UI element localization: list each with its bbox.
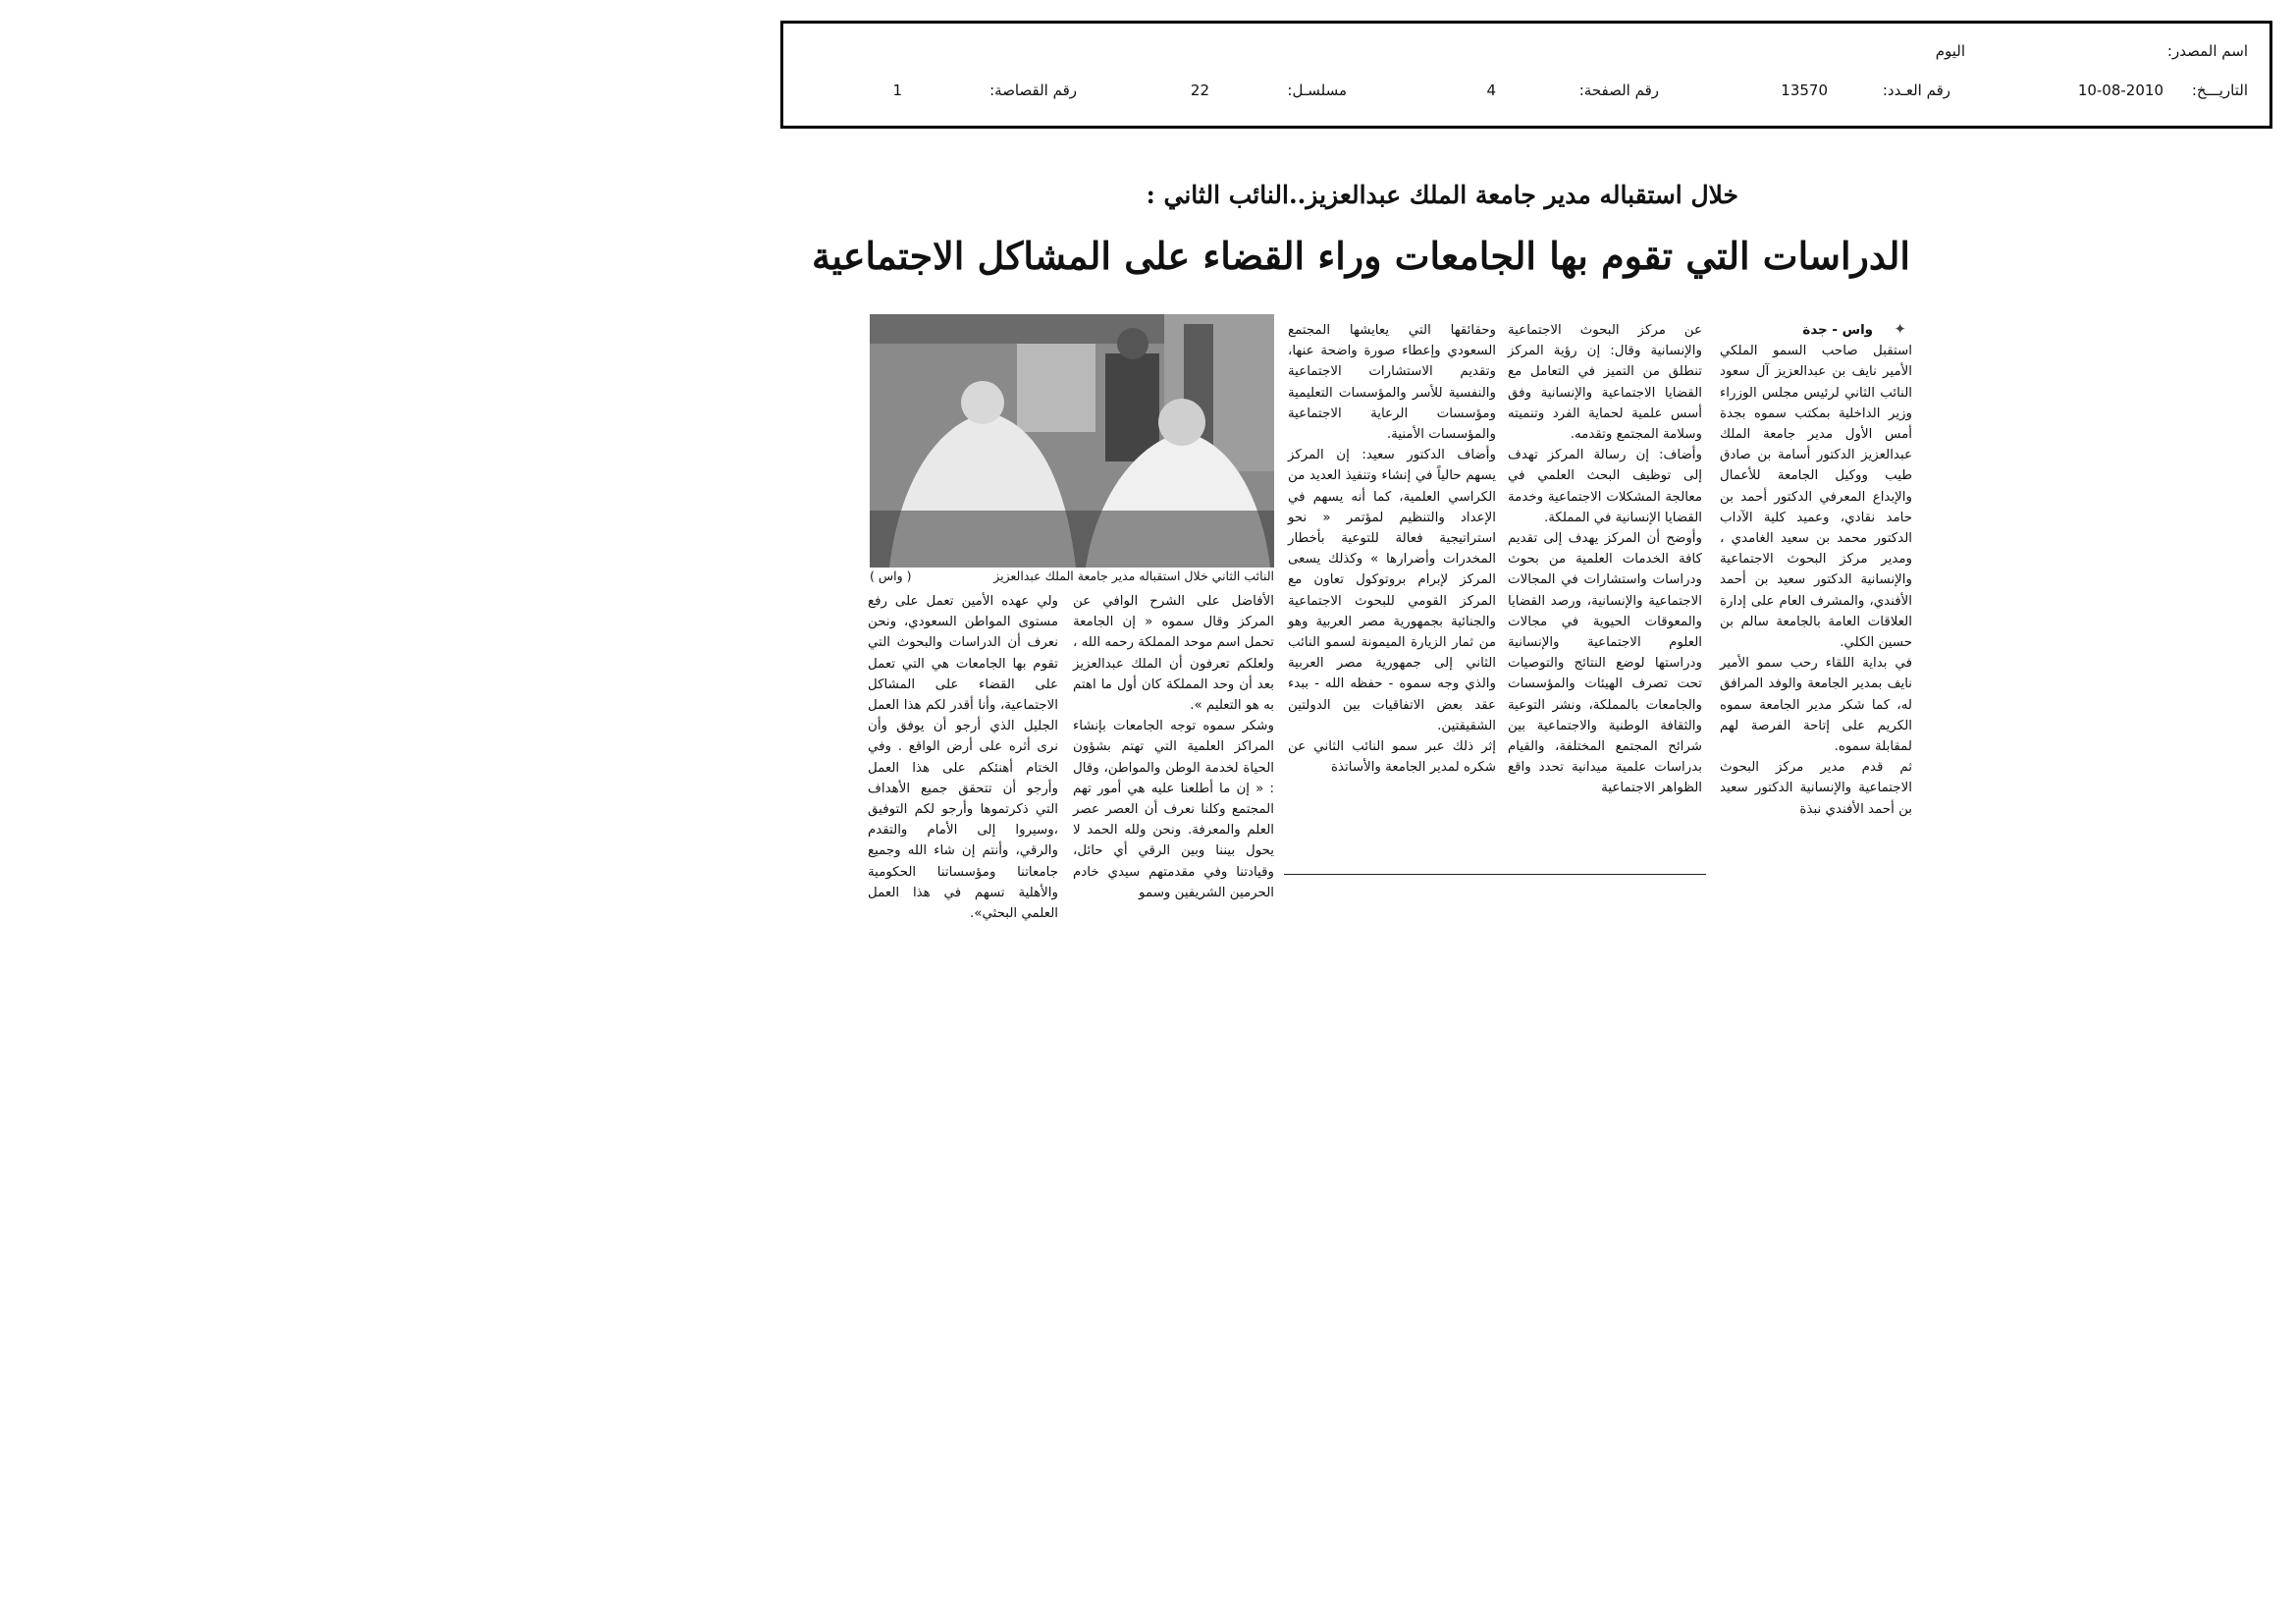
serial-label: مسلسـل: [1287,81,1347,99]
article-column-4 [1073,591,1274,903]
agency-star-icon: ✦ [1894,320,1906,338]
issue-label: رقم العـدد: [1882,81,1950,99]
meeting-photo-image [870,314,1274,568]
paragraph: ثم قدم مدير مركز البحوث الاجتماعية والإنسانية الدكتور سعيد بن أحمد الأفندي نبذة [1720,760,1912,817]
paragraph: إثر ذلك عبر سمو النائب الثاني عن شكره لمدير الجامعة والأساتذة [1288,739,1496,776]
photo-caption-text: النائب الثاني خلال استقباله مدير جامعة الملك عبدالعزيز [993,568,1274,583]
paragraph: وحقائقها التي يعايشها المجتمع السعودي وإعطاء صورة واضحة عنها، وتقديم الاستشارات الاجتماعية والنفسية للأسر والمؤسسات التعليمية ومؤسسات الرعاية الاجتماعية والمؤسسات الأمنية. [1288,323,1496,443]
clip-number-value: 1 [892,81,902,99]
article-column-1 [1720,320,1912,820]
paragraph: في بداية اللقاء رحب سمو الأمير نايف بمدير الجامعة والوفد المرافق له، كما شكر مدير الجامعة سموه الكريم على إتاحة الفرصة لهم لمقابلة سموه. [1720,656,1912,755]
paragraph: وأضاف: إن رسالة المركز تهدف إلى توظيف البحث العلمي في معالجة المشكلات الاجتماعية وخدمة القضايا الإنسانية في المملكة. [1508,448,1702,525]
article-headline: الدراسات التي تقوم بها الجامعات وراء القضاء على المشاكل الاجتماعية [812,234,1910,278]
page-value: 4 [1486,81,1496,99]
article-kicker: خلال استقباله مدير جامعة الملك عبدالعزيز..النائب الثاني : [1146,181,1738,209]
paragraph: الأفاضل على الشرح الوافي عن المركز وقال سموه « إن الجامعة تحمل اسم موحد المملكة رحمه الله ، ولعلكم تعرفون أن الملك عبدالعزيز بعد أن وحد المملكة كان أول ما اهتم به هو التعليم ». [1073,594,1274,714]
paragraph: ولي عهده الأمين تعمل على رفع مستوى المواطن السعودي، ونحن نعرف أن الدراسات والبحوث التي تقوم بها الجامعات هي التي تعمل على القضاء على المشاكل الاجتماعية، وأنا أقدر لكم هذا العمل الجليل الذي أرجو أن يوفق وأن نرى أثره على أرض الواقع . وفي الختام أهنئكم على هذا العمل وأرجو أن تتحقق جميع الأهداف التي ذكرتموها وأرجو لكم التوفيق ،وسيروا إلى الأمام والتقدم والرقي، وأنتم إن شاء الله وجميع جامعاتنا ومؤسساتنا الحكومية والأهلية تسهم في هذا العمل العلمي البحثي». [868,594,1058,922]
page-label: رقم الصفحة: [1578,81,1659,99]
paragraph: وشكر سموه توجه الجامعات بإنشاء المراكز العلمية التي تهتم بشؤون الحياة لخدمة الوطن والمواطن، وقال : « إن ما أطلعنا عليه هي أمور تهم المجتمع وكلنا نعرف أن العصر عصر العلم والمعرفة. ونحن ولله الحمد لا يحول بيننا وبين الرقي أي حائل، وقيادتنا وفي مقدمتهم سيدي خادم الحرمين الشريفين وسمو [1073,719,1274,900]
photo-caption [870,568,1274,584]
column-separator-line [1284,874,1706,875]
source-value: اليوم [1935,42,1965,60]
newspaper-clipping [812,167,1930,957]
article-column-3 [1288,320,1496,778]
paragraph: استقبل صاحب السمو الملكي الأمير نايف بن عبدالعزيز آل سعود النائب الثاني لرئيس مجلس الوزراء وزير الداخلية بمكتب سموه بجدة أمس الأول مدير جامعة الملك عبدالعزيز الدكتور أسامة بن صادق طيب ووكيل الجامعة للأعمال والإبداع المعرفي الدكتور أحمد بن حامد نقادي، وعميد كلية الآداب الدكتور محمد بن سعيد الغامدي ، ومدير مركز البحوث الاجتماعية والإنسانية الدكتور سعيد بن أحمد الأفندي، والمشرف العام على إدارة العلاقات العامة بالجامعة سالم بن حسين الكلي. [1720,344,1912,651]
article-column-2 [1508,320,1702,799]
paragraph: عن مركز البحوث الاجتماعية والإنسانية وقال: إن رؤية المركز تنطلق من التميز في التعامل مع القضايا الاجتماعية والإنسانية وفق أسس علمية لحماية الفرد وتنميته وسلامة المجتمع وتقدمه. [1508,323,1702,443]
issue-value: 13570 [1781,81,1828,99]
source-label: اسم المصدر: [2166,42,2248,60]
clip-number-label: رقم القصاصة: [989,81,1077,99]
paragraph: وأضاف الدكتور سعيد: إن المركز يسهم حالياً في إنشاء وتنفيذ العديد من الكراسي العلمية، كما أنه يسهم في الإعداد والتنظيم لمؤتمر « نحو استراتيجية فعالة للتوعية بأخطار المخدرات وأضرارها » وكذلك يسعى المركز لإبرام بروتوكول تعاون مع المركز القومي للبحوث الاجتماعية والجنائية بجمهورية مصر العربية وهو من ثمار الزيارة الميمونة لسمو النائب الثاني إلى جمهورية مصر العربية والذي وجه سموه - حفظه الله - ببدء عقد بعض الاتفاقيات بين الدولتين الشقيقتين. [1288,448,1496,733]
photo-credit: ( واس ) [870,568,912,583]
article-photo [870,314,1274,568]
clipping-metadata-box [780,21,2272,129]
serial-value: 22 [1190,81,1209,99]
date-label: التاريـــخ: [2191,81,2248,99]
date-value: 10-08-2010 [2077,81,2163,99]
article-column-5 [868,591,1058,924]
paragraph: وأوضح أن المركز يهدف إلى تقديم كافة الخدمات العلمية من بحوث ودراسات واستشارات في المجالات الاجتماعية والإنسانية، ورصد القضايا والمعوقات الحيوية في مجالات العلوم الاجتماعية والإنسانية ودراستها لوضع النتائج والتوصيات تحت تصرف الهيئات والمؤسسات والجامعات بالمملكة، ونشر التوعية والثقافة الوطنية والاجتماعية بين شرائح المجتمع المختلفة، والقيام بدراسات علمية ميدانية تحدد واقع الظواهر الاجتماعية [1508,531,1702,796]
article-byline: واس - جدة [1802,323,1873,338]
